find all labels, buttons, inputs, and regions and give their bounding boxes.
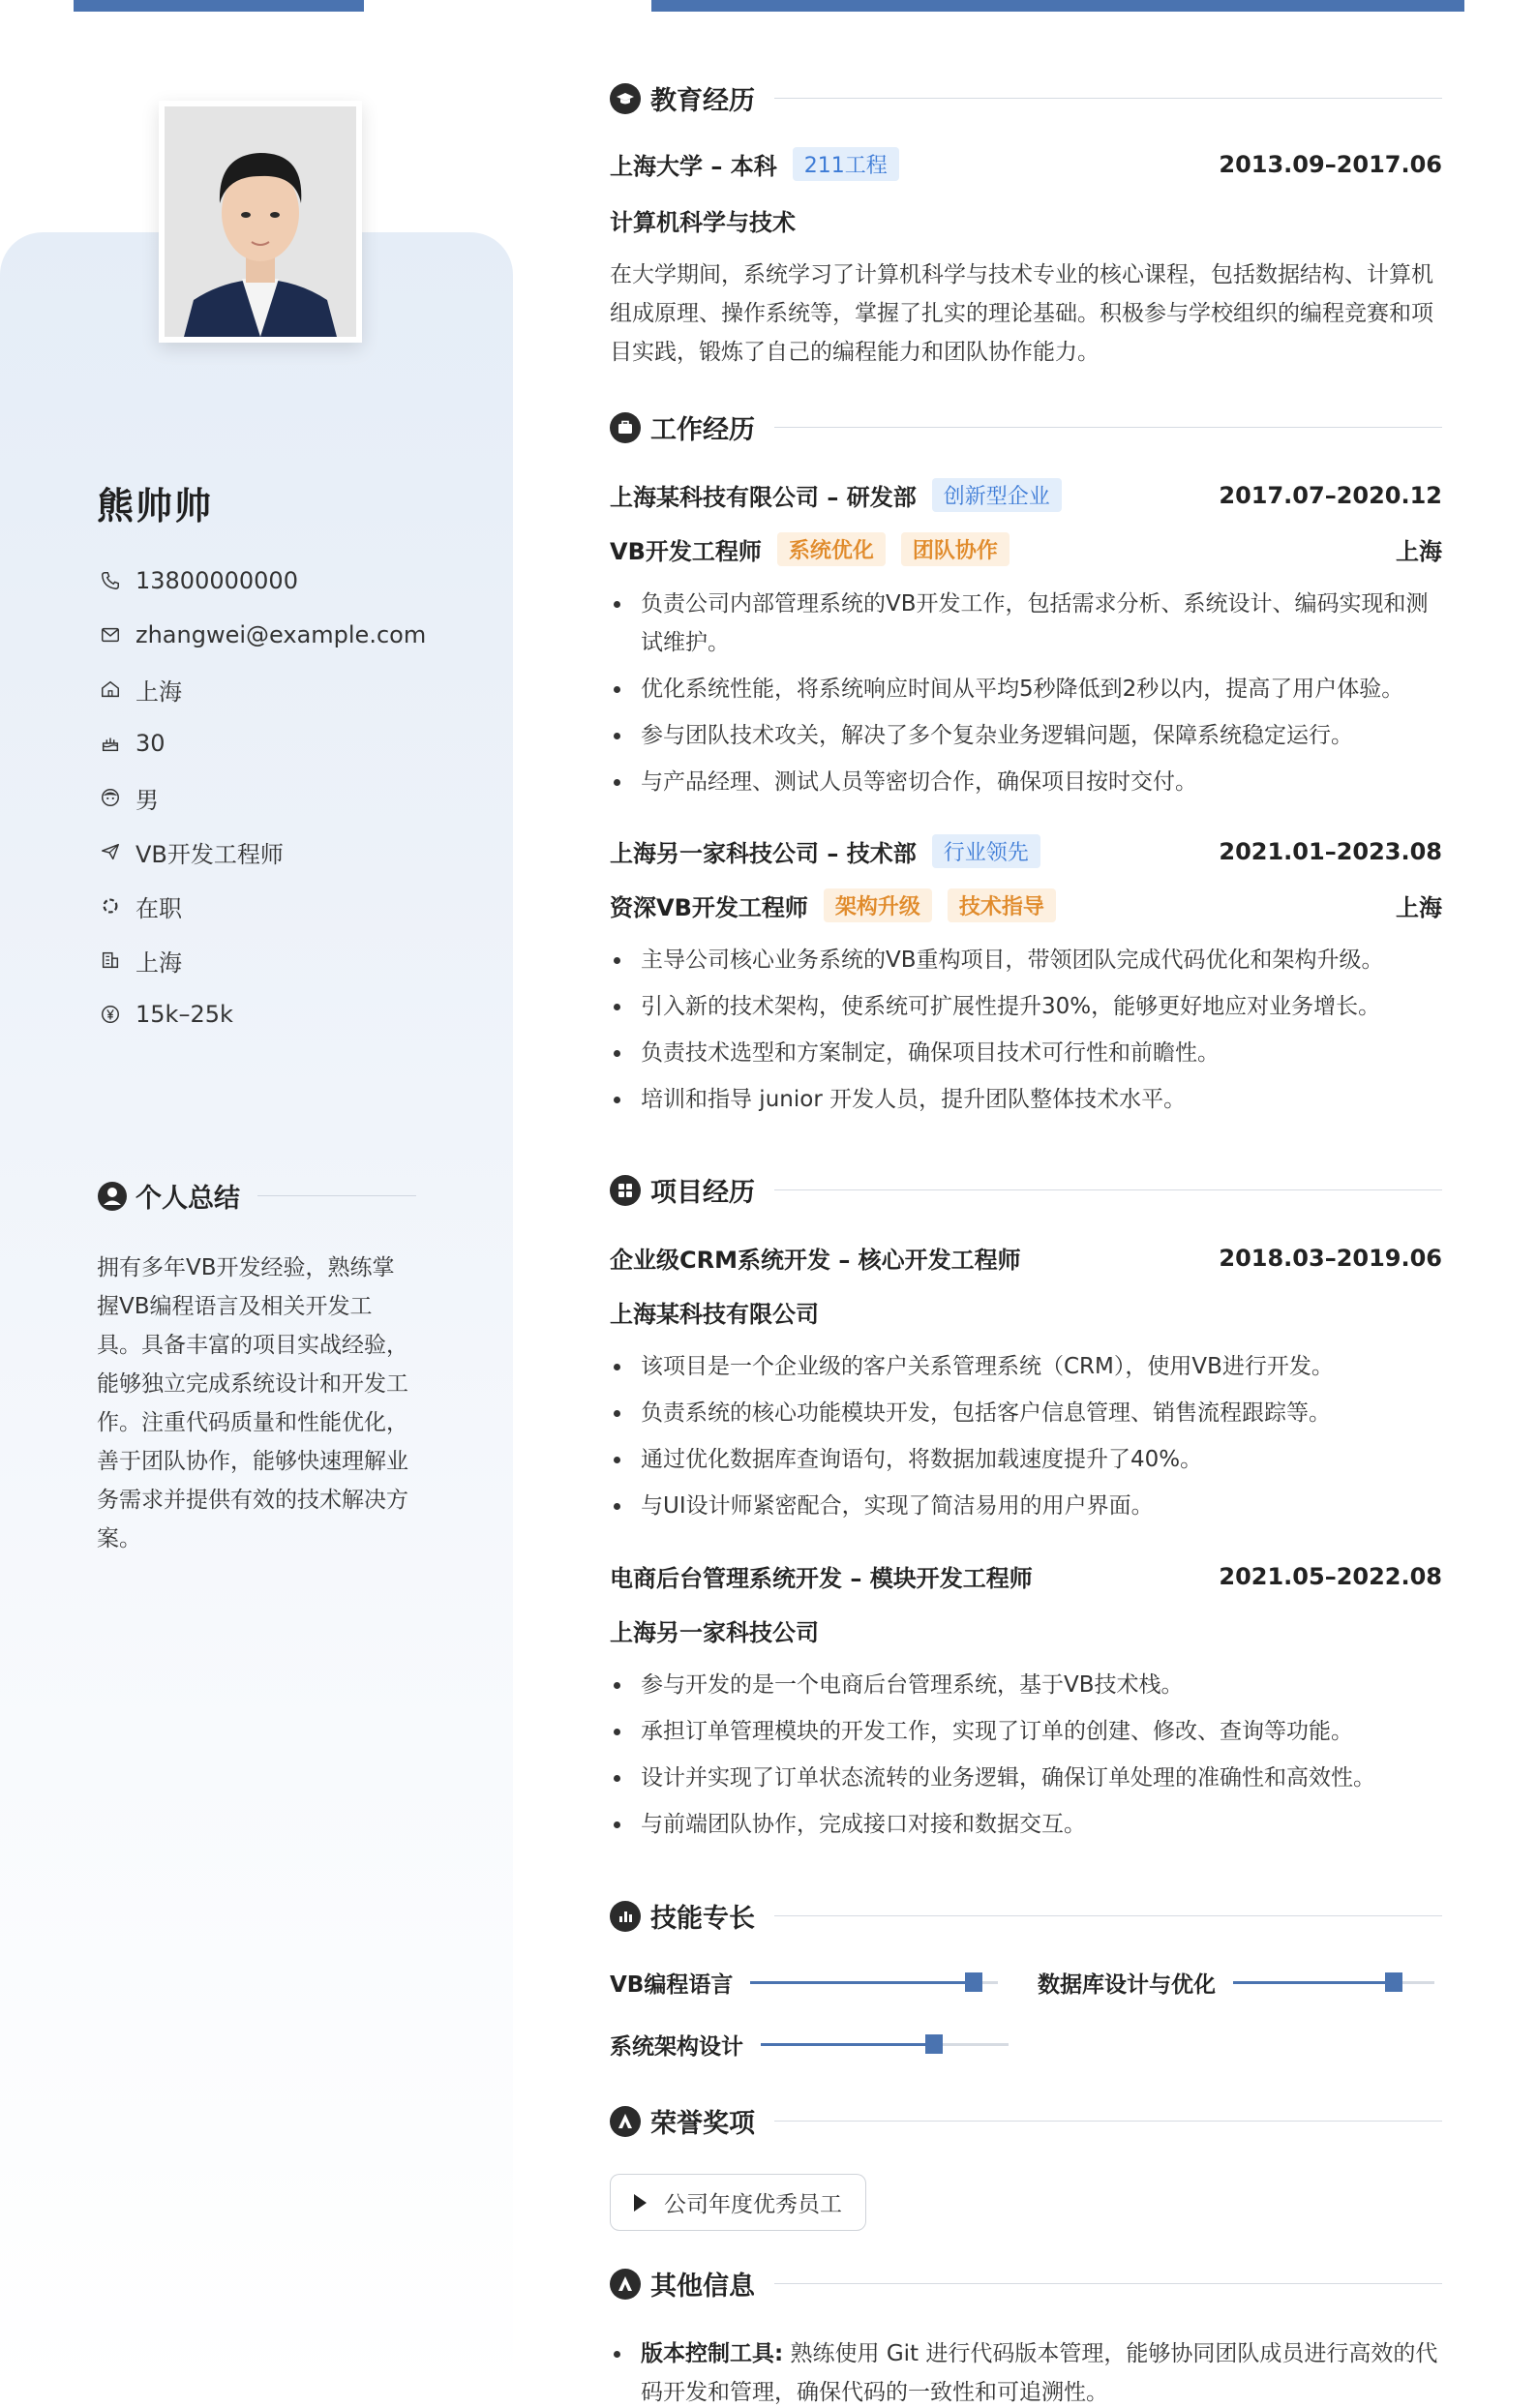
work-2-tag: 行业领先 xyxy=(932,834,1040,868)
list-item: 承担订单管理模块的开发工作，实现了订单的创建、修改、查询等功能。 xyxy=(610,1712,1442,1751)
project-2-name: 电商后台管理系统开发 – 模块开发工程师 xyxy=(610,1565,1033,1592)
work-1-tag: 创新型企业 xyxy=(932,478,1062,512)
work-1-role: VB开发工程师 xyxy=(610,538,762,565)
salary-item xyxy=(97,987,426,1041)
graduation-cap-icon xyxy=(610,83,641,114)
skill-name: 数据库设计与优化 xyxy=(1038,1972,1216,1998)
work-2-skill-tag: 架构升级 xyxy=(824,888,932,922)
email-value: zhangwei@example.com xyxy=(136,621,427,648)
work-1-skill-tag: 系统优化 xyxy=(777,532,886,566)
list-item: 引入新的技术架构，使系统可扩展性提升30%，能够更好地应对业务增长。 xyxy=(610,987,1442,1026)
list-item: 参与开发的是一个电商后台管理系统，基于VB技术栈。 xyxy=(610,1666,1442,1704)
other-title: 其他信息 xyxy=(650,2272,755,2302)
age-item xyxy=(97,716,426,770)
list-item: 通过优化数据库查询语句，将数据加载速度提升了40%。 xyxy=(610,1440,1442,1479)
portrait-illustration xyxy=(165,106,356,337)
user-circle-icon xyxy=(97,1181,128,1212)
list-item: 负责系统的核心功能模块开发，包括客户信息管理、销售流程跟踪等。 xyxy=(610,1394,1442,1432)
major-row xyxy=(610,203,1442,237)
location-item xyxy=(97,662,426,716)
work-2-skill-tag: 技术指导 xyxy=(948,888,1056,922)
project-1-period: 2018.03–2019.06 xyxy=(1219,1244,1442,1272)
skills-heading xyxy=(610,1897,1442,1935)
position-value: VB开发工程师 xyxy=(136,840,284,868)
work-1-bullets xyxy=(610,585,1442,809)
education-title: 教育经历 xyxy=(650,86,755,116)
mail-icon xyxy=(97,621,124,648)
education-divider xyxy=(774,98,1442,99)
work-2-role-row xyxy=(610,888,1442,922)
skills-divider xyxy=(774,1915,1442,1916)
gender-item xyxy=(97,770,426,825)
summary-text: 拥有多年VB开发经验，熟练掌握VB编程语言及相关开发工具。具备丰富的项目实战经验，能够独立完成系统设计和开发工作。注重代码质量和性能优化，善于团队协作，能够快速理解业务需求并提供有效的技术解决方案。 xyxy=(97,1255,408,1551)
award-icon xyxy=(610,2106,641,2137)
briefcase-icon xyxy=(610,412,641,443)
list-item: 与前端团队协作，完成接口对接和数据交互。 xyxy=(610,1805,1442,1844)
list-item: 负责公司内部管理系统的VB开发工作，包括需求分析、系统设计、编码实现和测试维护。 xyxy=(610,585,1442,662)
list-item: 设计并实现了订单状态流转的业务逻辑，确保订单处理的准确性和高效性。 xyxy=(610,1759,1442,1797)
top-accent-bar-right xyxy=(651,0,1464,12)
skill-bar-fill xyxy=(1233,1981,1394,1984)
awards-divider xyxy=(774,2121,1442,2122)
bar-chart-icon xyxy=(610,1901,641,1932)
candidate-name: 熊帅帅 xyxy=(97,485,214,527)
work-1-skill-tag: 团队协作 xyxy=(901,532,1010,566)
other-divider xyxy=(774,2283,1442,2284)
project-1-bullets xyxy=(610,1347,1442,1533)
work-heading xyxy=(610,408,1442,446)
projects-divider xyxy=(774,1189,1442,1190)
project-2-period: 2021.05–2022.08 xyxy=(1219,1562,1442,1590)
skill-bar-knob xyxy=(925,2034,943,2054)
skill-bar-fill xyxy=(750,1981,973,1984)
summary-divider xyxy=(257,1195,416,1196)
refresh-icon xyxy=(97,892,124,919)
work-2-period: 2021.01–2023.08 xyxy=(1219,837,1442,865)
skill-bar xyxy=(761,2043,1009,2046)
skills-title: 技能专长 xyxy=(650,1904,755,1934)
work-1-city: 上海 xyxy=(1396,538,1442,565)
summary-title: 个人总结 xyxy=(136,1184,240,1214)
send-icon xyxy=(97,838,124,865)
cake-icon xyxy=(97,730,124,757)
work-2-role: 资深VB开发工程师 xyxy=(610,894,808,921)
list-item: 培训和指导 junior 开发人员，提升团队整体技术水平。 xyxy=(610,1080,1442,1119)
list-item: 参与团队技术攻关，解决了多个复杂业务逻辑问题，保障系统稳定运行。 xyxy=(610,716,1442,755)
work-city-item xyxy=(97,933,426,987)
education-description: 在大学期间，系统学习了计算机科学与技术专业的核心课程，包括数据结构、计算机组成原理、操作系统等，掌握了扎实的理论基础。积极参与学校组织的编程竞赛和项目实践，锻炼了自己的编程能力和团队协作能力。 xyxy=(610,262,1433,365)
skill-bar xyxy=(1233,1981,1434,1984)
list-item: 与UI设计师紧密配合，实现了简洁易用的用户界面。 xyxy=(610,1487,1442,1525)
project-1-company: 上海某科技有限公司 xyxy=(610,1301,819,1328)
work-2-city: 上海 xyxy=(1396,894,1442,921)
work-2-company: 上海另一家科技公司 – 技术部 xyxy=(610,840,917,867)
skill-item xyxy=(610,1967,998,1999)
other-heading xyxy=(610,2265,1442,2303)
school-tag: 211工程 xyxy=(793,147,899,181)
summary-heading xyxy=(97,1177,416,1215)
skill-item xyxy=(1038,1967,1434,1999)
skill-bar-knob xyxy=(965,1972,982,1992)
education-header-row xyxy=(610,147,1442,181)
education-heading xyxy=(610,79,1442,117)
project-2-bullets xyxy=(610,1666,1442,1851)
skill-item xyxy=(610,2029,1009,2061)
position-item xyxy=(97,825,426,879)
other-text: 熟练使用 Git 进行代码版本管理，能够协同团队成员进行高效的代码开发和管理，确保代码的一致性和可追溯性。 xyxy=(641,2341,1438,2405)
work-title: 工作经历 xyxy=(650,415,755,445)
skill-bar-knob xyxy=(1385,1972,1402,1992)
building-icon xyxy=(97,947,124,974)
yen-icon xyxy=(97,1001,124,1028)
work-2-header xyxy=(610,834,1442,868)
email-item xyxy=(97,608,426,662)
awards-heading xyxy=(610,2102,1442,2140)
awards-title: 荣誉奖项 xyxy=(650,2109,755,2139)
play-icon xyxy=(634,2194,647,2212)
project-1-company-row xyxy=(610,1295,1442,1329)
phone-item xyxy=(97,554,426,608)
portrait-image xyxy=(165,106,356,337)
grid-icon xyxy=(610,1175,641,1206)
work-1-header xyxy=(610,478,1442,512)
info-icon xyxy=(610,2269,641,2300)
work-1-role-row xyxy=(610,532,1442,566)
project-1-name: 企业级CRM系统开发 – 核心开发工程师 xyxy=(610,1247,1021,1274)
gender-value: 男 xyxy=(136,786,159,814)
skill-bar-fill xyxy=(761,2043,934,2046)
other-label: 版本控制工具: xyxy=(641,2341,784,2366)
status-value: 在职 xyxy=(136,894,182,922)
location-value: 上海 xyxy=(136,677,182,706)
project-2-company-row xyxy=(610,1613,1442,1647)
list-item: 优化系统性能，将系统响应时间从平均5秒降低到2秒以内，提高了用户体验。 xyxy=(610,670,1442,708)
skill-bar xyxy=(750,1981,998,1984)
age-value: 30 xyxy=(136,730,166,757)
home-icon xyxy=(97,676,124,703)
award-item[interactable] xyxy=(610,2174,866,2231)
salary-value: 15k–25k xyxy=(136,1001,233,1028)
projects-title: 项目经历 xyxy=(650,1178,755,1208)
status-item xyxy=(97,879,426,933)
education-period: 2013.09–2017.06 xyxy=(1219,150,1442,178)
projects-heading xyxy=(610,1171,1442,1209)
project-1-header xyxy=(610,1241,1442,1275)
work-city-value: 上海 xyxy=(136,948,182,977)
award-name: 公司年度优秀员工 xyxy=(664,2192,842,2217)
work-1-period: 2017.07–2020.12 xyxy=(1219,481,1442,509)
phone-value: 13800000000 xyxy=(136,567,298,594)
list-item: 该项目是一个企业级的客户关系管理系统（CRM），使用VB进行开发。 xyxy=(610,1347,1442,1386)
face-icon xyxy=(97,784,124,811)
phone-icon xyxy=(97,567,124,594)
skill-name: VB编程语言 xyxy=(610,1972,734,1998)
work-2-bullets xyxy=(610,941,1442,1127)
skill-name: 系统架构设计 xyxy=(610,2034,743,2060)
list-item: 负责技术选型和方案制定，确保项目技术可行性和前瞻性。 xyxy=(610,1034,1442,1072)
work-1-company: 上海某科技有限公司 – 研发部 xyxy=(610,484,917,511)
school-name: 上海大学 – 本科 xyxy=(610,153,777,180)
avatar-photo xyxy=(159,101,362,343)
list-item: 与产品经理、测试人员等密切合作，确保项目按时交付。 xyxy=(610,763,1442,801)
contact-info-list xyxy=(97,554,426,1041)
top-accent-bar-left xyxy=(74,0,364,12)
other-info-item xyxy=(610,2334,1442,2408)
project-2-header xyxy=(610,1559,1442,1593)
project-2-company: 上海另一家科技公司 xyxy=(610,1619,819,1646)
major: 计算机科学与技术 xyxy=(610,209,796,236)
work-divider xyxy=(774,427,1442,428)
list-item: 主导公司核心业务系统的VB重构项目，带领团队完成代码优化和架构升级。 xyxy=(610,941,1442,979)
